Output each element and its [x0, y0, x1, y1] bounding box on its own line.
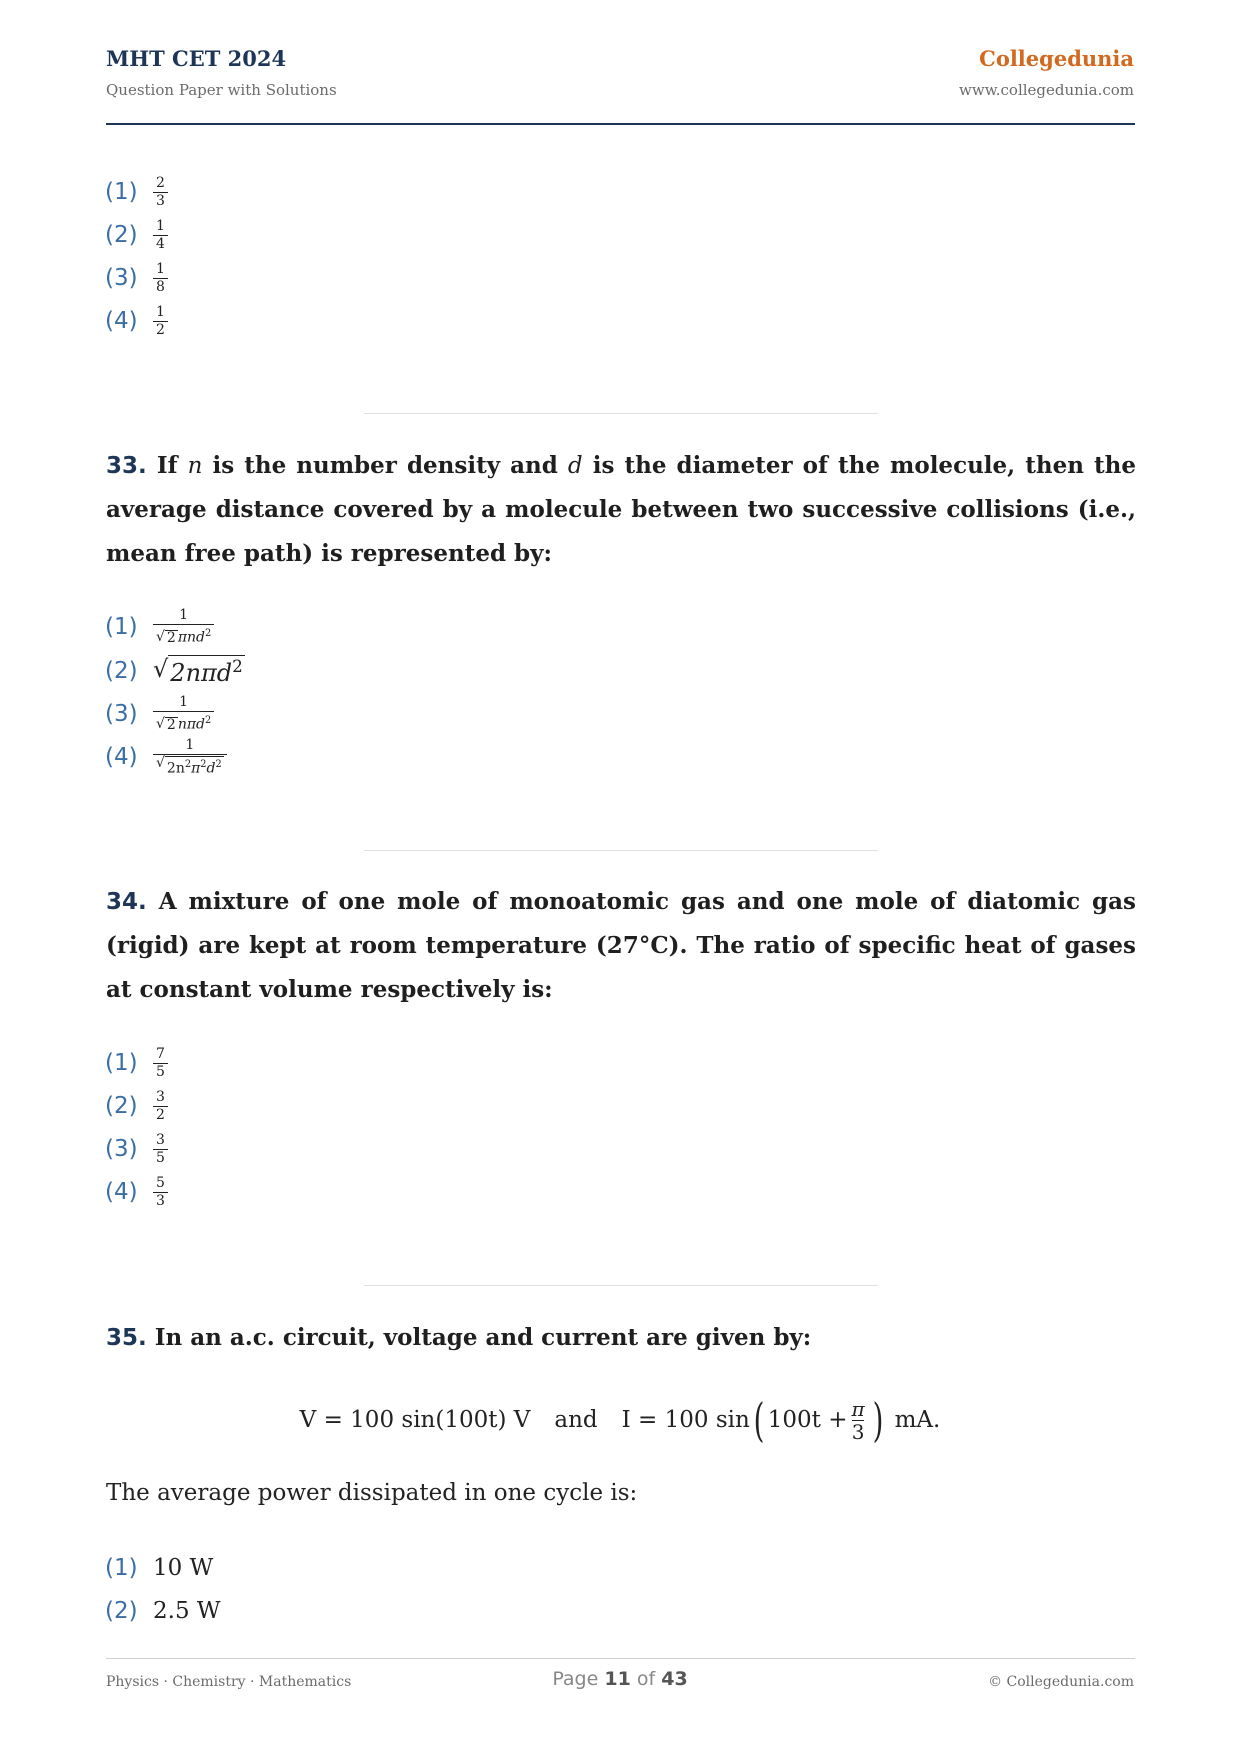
- option-fraction: $\frac{1}{8}$: [153, 262, 168, 295]
- footer-copyright: © Collegedunia.com: [988, 1674, 1134, 1690]
- q35-option-1: [105, 1548, 213, 1588]
- option-label: (2): [105, 222, 138, 248]
- question-35-followup: The average power dissipated in one cycle is:: [106, 1480, 638, 1506]
- q33-option-1: [105, 607, 214, 647]
- option-label: (3): [105, 265, 138, 291]
- prev-option-3: [105, 258, 168, 298]
- question-35-text: 35. In an a.c. circuit, voltage and current are given by:: [106, 1324, 812, 1351]
- option-fraction: $\frac{3}{2}$: [153, 1090, 168, 1123]
- option-text: 10 W: [153, 1555, 214, 1581]
- prev-option-2: [105, 215, 168, 255]
- option-label: (2): [105, 1093, 138, 1119]
- question-33-text: 33. If n is the number density and d is the diameter of the molecule, then the average distance covered by a molecule between two successive collisions (i.e., mean free path) is represented by:: [106, 452, 1136, 567]
- option-text: 2.5 W: [153, 1598, 221, 1624]
- option-label: (3): [105, 701, 138, 727]
- option-label: (2): [105, 1598, 138, 1624]
- section-divider: [364, 1285, 878, 1286]
- q34-option-2: [105, 1086, 168, 1126]
- prev-option-4: [105, 301, 168, 341]
- option-fraction: 1 √ $2n^2\pi^2d^2$: [153, 738, 227, 777]
- exam-subtitle: Question Paper with Solutions: [106, 81, 337, 99]
- option-fraction: $\frac{7}{5}$: [153, 1047, 168, 1080]
- option-fraction: 1 √ 2 πnd$^2$: [153, 608, 214, 647]
- footer-subjects: Physics · Chemistry · Mathematics: [106, 1674, 352, 1690]
- option-label: (4): [105, 308, 138, 334]
- q33-option-4: [105, 737, 227, 777]
- question-number: 35.: [106, 1325, 147, 1351]
- option-label: (1): [105, 179, 138, 205]
- q33-option-3: [105, 694, 214, 734]
- section-divider: [364, 850, 878, 851]
- exam-title: MHT CET 2024: [106, 46, 287, 71]
- site-url: www.collegedunia.com: [959, 81, 1134, 99]
- option-fraction: $\frac{5}{3}$: [153, 1176, 168, 1209]
- brand-name: Collegedunia: [979, 46, 1134, 71]
- option-fraction: $\frac{2}{3}$: [153, 176, 168, 209]
- page-number: Page 11 of 43: [552, 1668, 688, 1690]
- option-fraction: $\frac{3}{5}$: [153, 1133, 168, 1166]
- footer-rule: [106, 1658, 1135, 1659]
- q34-option-4: [105, 1172, 168, 1212]
- current-unit: mA.: [894, 1407, 941, 1433]
- option-fraction: 1 √ 2 nπd$^2$: [153, 695, 214, 734]
- option-label: (3): [105, 1136, 138, 1162]
- option-expression: √ 2nπd$^2$: [153, 655, 243, 687]
- option-label: (4): [105, 744, 138, 770]
- question-34-text: 34. A mixture of one mole of monoatomic gas and one mole of diatomic gas (rigid) are kept at room temperature (27°C). The ratio of specific heat of gases at constant volume respectively is:: [106, 888, 1136, 1003]
- q35-option-2: [105, 1591, 221, 1631]
- current-phase: 100t +: [767, 1407, 848, 1433]
- section-divider: [364, 413, 878, 414]
- q34-option-1: [105, 1043, 168, 1083]
- option-label: (2): [105, 658, 138, 684]
- ac-circuit-equation: V = 100 sin(100t) V and I = 100 sin ( 100t + $\frac{\pi}{3}$ ) mA.: [299, 1393, 941, 1447]
- question-number: 33.: [106, 453, 147, 479]
- option-label: (1): [105, 1050, 138, 1076]
- question-number: 34.: [106, 889, 147, 915]
- q33-option-2: [105, 651, 245, 691]
- option-label: (1): [105, 614, 138, 640]
- option-fraction: $\frac{1}{2}$: [153, 305, 168, 338]
- option-label: (4): [105, 1179, 138, 1205]
- equation-and: and: [554, 1407, 598, 1433]
- header-rule: [106, 123, 1135, 125]
- option-fraction: $\frac{1}{4}$: [153, 219, 168, 252]
- current-equation-prefix: I = 100 sin: [621, 1407, 750, 1433]
- phase-fraction: $\frac{\pi}{3}$: [851, 1396, 865, 1444]
- option-label: (1): [105, 1555, 138, 1581]
- voltage-equation: V = 100 sin(100t) V: [299, 1407, 531, 1433]
- prev-option-1: [105, 172, 168, 212]
- q34-option-3: [105, 1129, 168, 1169]
